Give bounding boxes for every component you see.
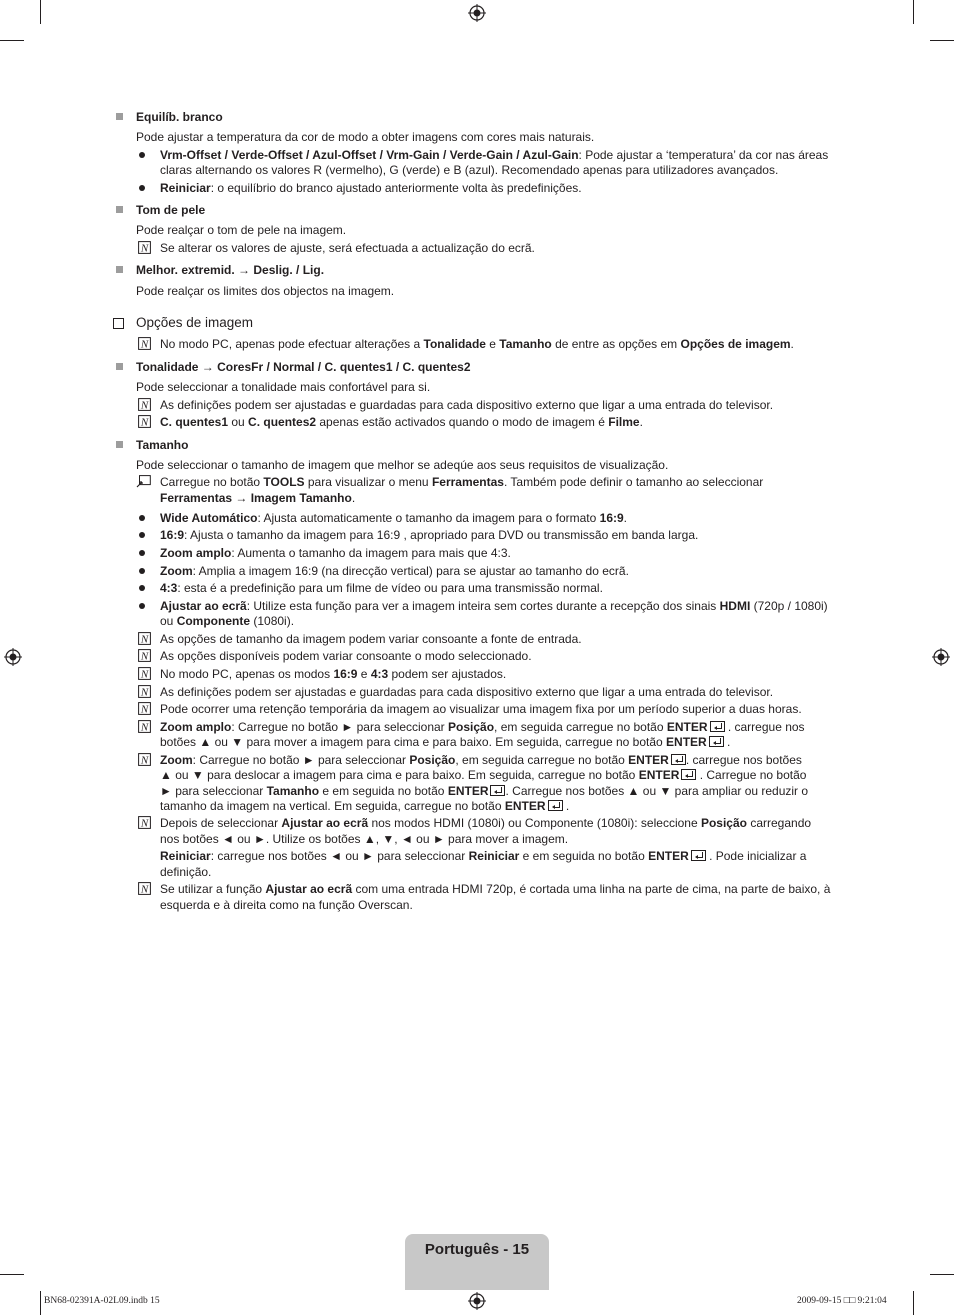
text-run: ENTER <box>628 753 669 767</box>
text-run: Depois de seleccionar <box>160 816 282 830</box>
text-run: : Pode ajustar a ‘temperatura’ da cor nas áreas <box>578 148 829 162</box>
text-run: Reiniciar <box>468 849 520 863</box>
text-line <box>160 815 811 831</box>
text-run: : carregue nos botões ◄ ou ► para seleccionar <box>210 849 469 863</box>
text-run: ou <box>160 614 177 628</box>
svg-text:N: N <box>140 668 149 680</box>
text-run: . <box>351 491 356 505</box>
text-run: Equilíb. branco <box>136 110 223 124</box>
registration-mark-icon <box>932 648 950 666</box>
text-run: . <box>639 415 643 429</box>
text-run: : Amplia a imagem 16:9 (na direcção vertical) para se ajustar ao tamanho do ecrã. <box>192 564 629 578</box>
text-run: Pode realçar o tom de pele na imagem. <box>136 223 347 237</box>
enter-key-icon <box>671 754 686 765</box>
text-line <box>160 510 627 526</box>
enter-key-icon <box>709 736 724 747</box>
square-bullet-icon <box>116 363 123 370</box>
item-heading <box>136 359 471 375</box>
text-run: : Aumenta o tamanho da imagem para mais que 4:3. <box>231 546 511 560</box>
text-run: HDMI <box>719 599 751 613</box>
text-line <box>160 831 568 847</box>
note-icon <box>138 398 151 411</box>
svg-text:N: N <box>140 416 149 428</box>
text-run: 16:9 <box>160 528 185 542</box>
text-line <box>160 848 806 864</box>
text-run: nos botões ◄ ou ►. Utilize os botões ▲, ▼, ◄ ou ► para mover a imagem. <box>160 832 569 846</box>
section-title <box>136 315 253 331</box>
text-run: Posição <box>700 816 747 830</box>
text-run: , em seguida carregue no botão <box>494 720 667 734</box>
text-run: : esta é a predefinição para um filme de vídeo ou para uma transmissão normal. <box>177 581 603 595</box>
text-run: . Pode inicializar a <box>705 849 807 863</box>
print-slug-file: BN68-02391A-02L09.indb 15 <box>44 1296 160 1306</box>
text-line <box>160 397 773 413</box>
text-run: ENTER <box>648 849 689 863</box>
text-run: Tamanho <box>136 438 189 452</box>
text-line <box>160 414 643 430</box>
enter-key-icon <box>691 850 706 861</box>
text-line <box>160 527 698 543</box>
text-run: 16:9 <box>599 511 624 525</box>
square-bullet-icon <box>116 266 123 273</box>
registration-mark-icon <box>468 1292 486 1310</box>
text-run: ENTER <box>666 720 708 734</box>
crop-mark <box>0 40 24 41</box>
text-run: (720p / 1080i) <box>750 599 828 613</box>
note-icon <box>138 632 151 645</box>
section-checkbox-icon <box>113 318 124 329</box>
enter-key-icon <box>490 785 505 796</box>
text-line <box>136 129 594 145</box>
text-run: Tamanho <box>499 337 552 351</box>
text-run: . <box>623 511 628 525</box>
text-run: No modo PC, apenas os modos <box>160 667 334 681</box>
text-run: TOOLS <box>263 475 305 489</box>
text-line <box>160 752 802 768</box>
text-run: Ferramentas → Imagem Tamanho <box>160 491 352 505</box>
text-run: com uma entrada HDMI 720p, é cortada uma linha na parte de cima, na parte de baixo, à <box>352 882 831 896</box>
registration-mark-icon <box>4 648 22 666</box>
text-run: As definições podem ser ajustadas e guardadas para cada dispositivo externo que ligar a uma entrada do televisor. <box>160 398 774 412</box>
text-run: (1080i). <box>250 614 295 628</box>
text-run: Filme <box>608 415 640 429</box>
text-run: Reiniciar <box>160 849 211 863</box>
text-run: C. quentes1 <box>160 415 229 429</box>
text-line <box>160 180 582 196</box>
text-line <box>160 881 830 897</box>
svg-text:N: N <box>140 721 149 733</box>
text-run: Ferramentas <box>431 475 504 489</box>
text-run: Vrm-Offset / Verde-Offset / Azul-Offset / Vrm-Gain / Verde-Gain / Azul-Gain <box>160 148 579 162</box>
text-run: ou <box>228 415 249 429</box>
text-run: No modo PC, apenas pode efectuar alterações a <box>160 337 424 351</box>
crop-mark <box>913 1291 914 1315</box>
text-line <box>160 864 211 880</box>
text-run: ► para seleccionar <box>160 784 267 798</box>
text-run: Wide Automático <box>160 511 258 525</box>
enter-key-icon <box>681 769 696 780</box>
text-line <box>160 783 808 799</box>
text-run: ▲ ou ▼ para deslocar a imagem para cima e para baixo. Em seguida, carregue no botão <box>160 768 639 782</box>
text-run: de entre as opções em <box>551 337 681 351</box>
text-run: : Utilize esta função para ver a imagem inteira sem cortes durante a recepção dos sinais <box>246 599 720 613</box>
crop-mark <box>930 1274 954 1275</box>
square-bullet-icon <box>116 113 123 120</box>
text-run: As opções de tamanho da imagem podem variar consoante a fonte de entrada. <box>160 632 582 646</box>
text-line <box>160 147 828 163</box>
item-heading <box>136 262 324 278</box>
item-heading <box>136 202 205 218</box>
text-line <box>160 666 506 682</box>
svg-text:N: N <box>140 686 149 698</box>
text-run: : Ajusta o tamanho da imagem para 16:9 , apropriado para DVD ou transmissão em banda larga. <box>184 528 699 542</box>
text-run: Tamanho <box>266 784 320 798</box>
text-run: ENTER <box>638 768 680 782</box>
note-icon <box>138 337 151 350</box>
note-icon <box>138 702 151 715</box>
note-icon <box>138 882 151 895</box>
text-run: 4:3 <box>370 667 389 681</box>
note-icon <box>138 720 151 733</box>
text-run: Zoom <box>160 564 193 578</box>
svg-text:N: N <box>140 633 149 645</box>
note-icon <box>138 816 151 829</box>
text-run: . Também pode definir o tamanho ao seleccionar <box>503 475 764 489</box>
text-run: Se utilizar a função <box>160 882 266 896</box>
text-run: ENTER <box>666 735 707 749</box>
text-run: . Carregue no botão <box>696 768 807 782</box>
text-run: carregando <box>747 816 812 830</box>
crop-mark <box>0 1274 24 1275</box>
text-run: . Carregue nos botões ▲ ou ▼ para ampliar ou reduzir o <box>505 784 809 798</box>
text-run: Opções de imagem <box>136 315 254 330</box>
crop-mark <box>40 0 41 24</box>
text-run: Pode seleccionar o tamanho de imagem que melhor se adeqúe aos seus requisitos de visualização. <box>136 458 669 472</box>
text-line <box>160 474 763 490</box>
text-run: nos modos HDMI (1080i) ou Componente (1080i): seleccione <box>368 816 701 830</box>
enter-key-icon <box>548 800 563 811</box>
print-slug-date: 2009-09-15 □□ 9:21:04 <box>797 1296 887 1306</box>
text-run: Zoom <box>160 753 193 767</box>
text-line <box>160 613 294 629</box>
item-heading <box>136 437 188 453</box>
text-run: Tom de pele <box>136 203 206 217</box>
text-run: botões ▲ ou ▼ para mover a imagem para cima e para baixo. Em seguida, carregue no botão <box>160 735 667 749</box>
text-run: definição. <box>160 865 212 879</box>
text-line <box>136 457 668 473</box>
text-line <box>160 734 730 750</box>
bullet-dot-icon <box>139 152 145 158</box>
text-run: Componente <box>176 614 251 628</box>
text-run: . <box>723 735 731 749</box>
text-line <box>160 162 778 178</box>
text-line <box>160 598 828 614</box>
text-run: Posição <box>448 720 495 734</box>
text-run: Zoom amplo <box>160 546 232 560</box>
text-run: Pode ajustar a temperatura da cor de modo a obter imagens com cores mais naturais. <box>136 130 595 144</box>
text-run: Ajustar ao ecrã <box>281 816 369 830</box>
note-icon <box>138 415 151 428</box>
text-line <box>160 767 806 783</box>
text-run: claras alternando os valores R (vermelho), G (verde) e B (azul). Recomendado apenas para utilizadores avançados. <box>160 163 779 177</box>
svg-text:N: N <box>140 338 149 350</box>
bullet-dot-icon <box>139 550 145 556</box>
text-run: e em seguida no botão <box>319 784 448 798</box>
text-line <box>136 379 430 395</box>
text-run: . carregue nos <box>724 720 805 734</box>
note-icon <box>138 753 151 766</box>
text-run: Carregue no botão <box>160 475 264 489</box>
text-line <box>160 240 535 256</box>
enter-key-icon <box>710 721 725 732</box>
text-run: Posição <box>409 753 456 767</box>
svg-text:N: N <box>140 817 149 829</box>
text-line <box>160 580 603 596</box>
note-icon <box>138 649 151 662</box>
text-run: : Ajusta automaticamente o tamanho da imagem para o formato <box>257 511 600 525</box>
text-line <box>160 798 569 814</box>
text-run: Zoom amplo <box>160 720 232 734</box>
text-run: Opções de imagem <box>680 337 791 351</box>
text-line <box>160 701 802 717</box>
crop-mark <box>930 40 954 41</box>
text-run: esquerda e à direita como na função Overscan. <box>160 898 413 912</box>
svg-text:N: N <box>140 883 149 895</box>
text-run: Reiniciar <box>160 181 211 195</box>
text-run: e <box>357 667 371 681</box>
text-line <box>136 283 394 299</box>
square-bullet-icon <box>116 206 123 213</box>
bullet-dot-icon <box>139 532 145 538</box>
crop-mark <box>40 1291 41 1315</box>
text-run: As opções disponíveis podem variar consoante o modo seleccionado. <box>160 649 532 663</box>
text-run: Melhor. extremid. → Deslig. / Lig. <box>136 263 325 277</box>
text-run: C. quentes2 <box>248 415 317 429</box>
svg-text:N: N <box>140 650 149 662</box>
text-run: . <box>790 337 794 351</box>
text-run: Pode ocorrer uma retenção temporária da imagem ao visualizar uma imagem fixa por um período superior a duas horas. <box>160 702 802 716</box>
text-line <box>160 684 773 700</box>
text-run: : o equilíbrio do branco ajustado anteriormente volta às predefinições. <box>210 181 582 195</box>
text-run: . carregue nos botões <box>685 753 802 767</box>
text-run: ENTER <box>504 799 546 813</box>
square-bullet-icon <box>116 441 123 448</box>
svg-text:N: N <box>140 399 149 411</box>
text-run: podem ser ajustados. <box>388 667 507 681</box>
text-line <box>160 648 532 664</box>
page-number-label: Português - 15 <box>424 1241 530 1258</box>
tools-icon <box>136 475 151 488</box>
text-run: Pode realçar os limites dos objectos na imagem. <box>136 284 395 298</box>
text-run: Ajustar ao ecrã <box>265 882 353 896</box>
text-line <box>160 719 805 735</box>
text-run: 4:3 <box>160 581 178 595</box>
bullet-dot-icon <box>139 515 145 521</box>
text-run: Ajustar ao ecrã <box>160 599 247 613</box>
text-run: e em seguida no botão <box>519 849 649 863</box>
note-icon <box>138 241 151 254</box>
svg-text:N: N <box>140 242 149 254</box>
registration-mark-icon <box>468 4 486 22</box>
crop-mark <box>913 0 914 24</box>
text-run: , em seguida carregue no botão <box>455 753 629 767</box>
text-run: ENTER <box>447 784 489 798</box>
text-run: 16:9 <box>333 667 358 681</box>
text-line <box>160 897 413 913</box>
text-run: apenas estão activados quando o modo de imagem é <box>316 415 609 429</box>
item-heading <box>136 109 223 125</box>
text-line <box>160 631 582 647</box>
text-line <box>160 490 355 506</box>
text-line <box>136 222 346 238</box>
text-run: . <box>562 799 570 813</box>
text-run: Pode seleccionar a tonalidade mais confortável para si. <box>136 380 431 394</box>
text-run: para visualizar o menu <box>304 475 432 489</box>
text-run: Tonalidade → CoresFr / Normal / C. quentes1 / C. quentes2 <box>136 360 471 374</box>
svg-text:N: N <box>140 703 149 715</box>
note-icon <box>138 685 151 698</box>
text-run: Tonalidade <box>423 337 486 351</box>
text-line <box>160 336 794 352</box>
text-run: : Carregue no botão ► para seleccionar <box>231 720 449 734</box>
bullet-dot-icon <box>139 585 145 591</box>
text-run: e <box>485 337 500 351</box>
note-icon <box>138 667 151 680</box>
text-run: Se alterar os valores de ajuste, será efectuada a actualização do ecrã. <box>160 241 535 255</box>
bullet-dot-icon <box>139 603 145 609</box>
text-run: As definições podem ser ajustadas e guardadas para cada dispositivo externo que ligar a uma entrada do televisor. <box>160 685 774 699</box>
svg-text:N: N <box>140 754 149 766</box>
text-run: tamanho da imagem na vertical. Em seguida, carregue no botão <box>160 799 505 813</box>
bullet-dot-icon <box>139 185 145 191</box>
text-run: : Carregue no botão ► para seleccionar <box>192 753 410 767</box>
text-line <box>160 563 629 579</box>
bullet-dot-icon <box>139 568 145 574</box>
text-line <box>160 545 511 561</box>
